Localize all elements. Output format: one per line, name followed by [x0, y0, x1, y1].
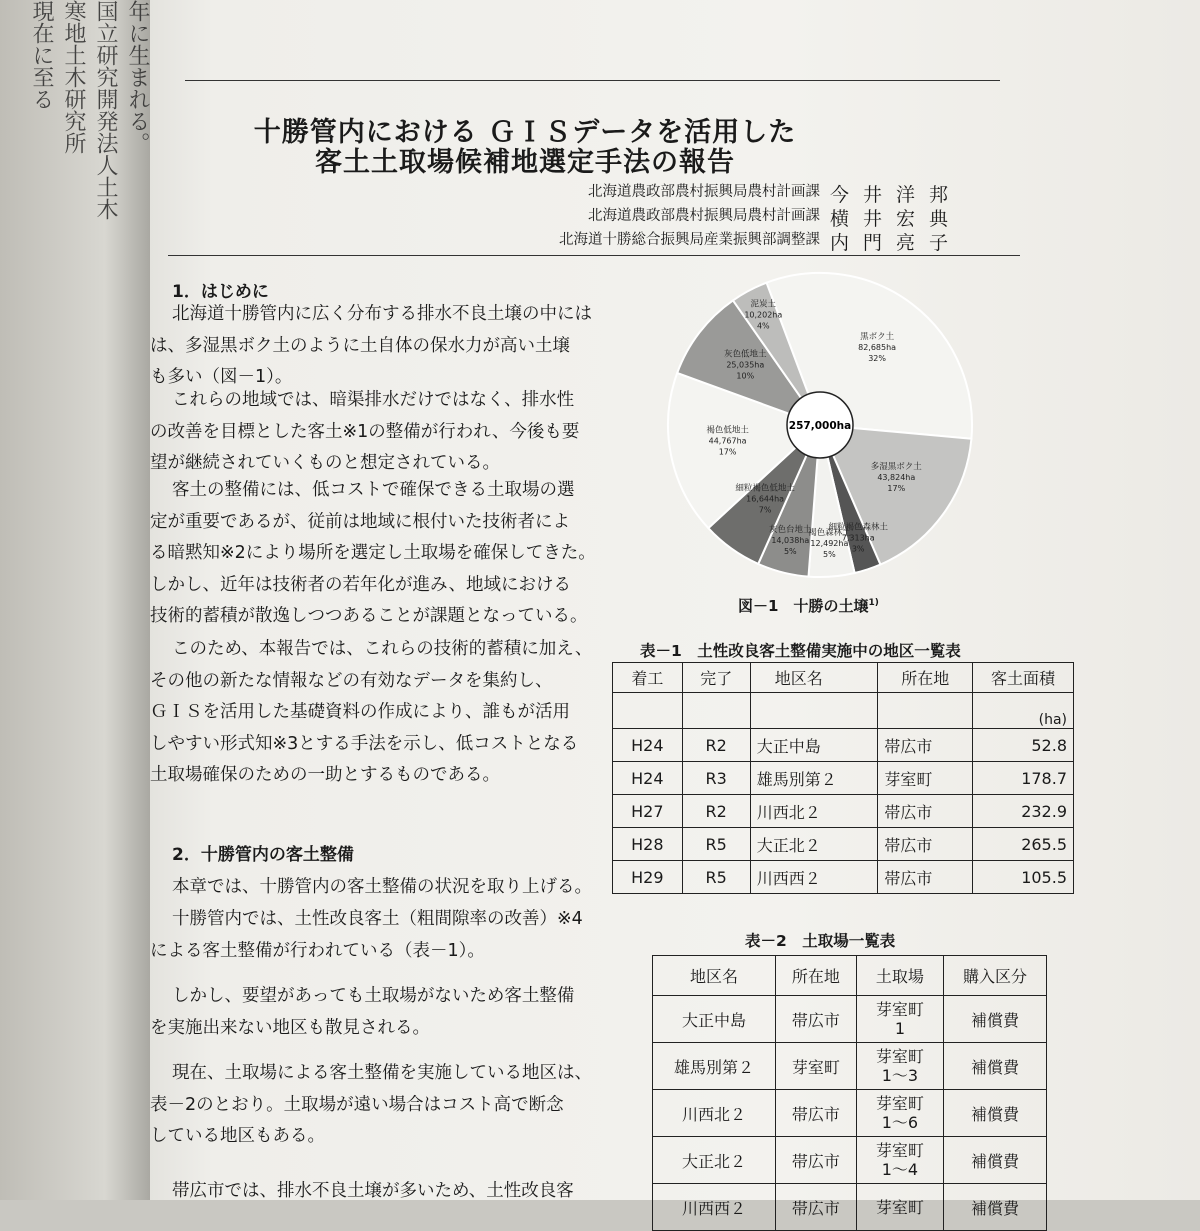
table2-caption: 表－2 土取場一覧表: [745, 932, 896, 950]
table2-cell: 補償費: [944, 1137, 1047, 1184]
table2-cell: [856, 996, 943, 1043]
text-line: これらの地域では、暗渠排水だけではなく、排水性: [172, 390, 575, 410]
table2-cell-line: 芽室町: [875, 1000, 924, 1019]
paragraph: [150, 385, 580, 480]
table1-cell: 105.5: [973, 861, 1074, 894]
table1-cell: 265.5: [973, 828, 1074, 861]
table1-cell: R2: [682, 795, 750, 828]
table1-cell: 帯広市: [878, 828, 973, 861]
pie-slice-label: 泥炭土 10,202ha 4%: [744, 299, 783, 331]
table2-cell-line: 芽室町: [875, 1197, 924, 1217]
table1-cell: 帯広市: [878, 861, 973, 894]
paragraph: [150, 475, 596, 633]
table2-cell: 川西西２: [653, 1184, 776, 1231]
text-line: ＧＩＳを活用した基礎資料の作成により、誰もが活用: [150, 702, 570, 722]
table1-unit: (ha): [973, 693, 1074, 729]
table2-cell: 川西北２: [653, 1090, 776, 1137]
author-row: [400, 228, 1020, 254]
author-row: [400, 180, 1020, 206]
author-name: 今井洋邦: [830, 184, 963, 206]
text-line: は、多湿黒ボク土のように土自体の保水力が高い土壌: [150, 335, 570, 356]
table2-cell-line: 芽室町: [875, 1047, 924, 1066]
author-affiliation: 北海道農政部農村振興局農村計画課: [588, 184, 820, 200]
table1-header: 完了: [682, 663, 750, 693]
left-page-line: 国立研究開発法人土木: [93, 0, 118, 220]
table2-cell-line: 芽室町: [875, 1094, 924, 1113]
text-line: しかし、近年は技術者の若年化が進み、地域における: [150, 574, 572, 595]
table2-cell: 大正中島: [653, 996, 776, 1043]
table2-cell-line: 1～4: [881, 1160, 919, 1179]
pie-slice-label: 細粒褐色森林土 7,313ha 3%: [828, 522, 888, 554]
table2-header: 地区名: [653, 956, 776, 996]
table2: [652, 955, 1047, 1231]
text-line: 表－2のとおり。土取場が遠い場合はコスト高で断念: [150, 1094, 564, 1115]
pie-slice-label: 褐色森林土 12,492ha 5%: [808, 528, 851, 560]
table1-cell: [682, 693, 750, 729]
table1-cell: R5: [682, 861, 750, 894]
table2-cell: [856, 1043, 943, 1090]
author-affiliation: 北海道十勝総合振興局産業振興部調整課: [559, 232, 820, 248]
table1-cell: 芽室町: [878, 762, 973, 795]
table1-cell: 232.9: [973, 795, 1074, 828]
table1-cell: 178.7: [973, 762, 1074, 795]
left-page-line: 年に生まれる。: [125, 0, 150, 154]
text-line: の改善を目標とした客土※1の整備が行われ、今後も要: [150, 421, 580, 442]
pie-slice-label: 黒ボク土 82,685ha 32%: [858, 332, 897, 363]
table2-cell-line: 1: [894, 1019, 905, 1038]
table2-cell: 帯広市: [775, 1184, 856, 1231]
author-row: [400, 204, 1020, 230]
table2-cell: 雄馬別第２: [653, 1043, 776, 1090]
text-line: 十勝管内では、土性改良客土（粗間隙率の改善）※4: [172, 909, 583, 929]
table2-header: 土取場: [856, 956, 943, 996]
table2-cell: 大正北２: [653, 1137, 776, 1184]
section-heading: 2．十勝管内の客土整備: [172, 845, 354, 865]
paragraph: [150, 981, 580, 1044]
section-heading: 1．はじめに: [172, 282, 269, 302]
table1-cell: 大正中島: [750, 729, 878, 762]
table1-cell: 帯広市: [878, 795, 973, 828]
table2-cell: [856, 1137, 943, 1184]
table1-cell: H29: [613, 861, 683, 894]
soil-pie-chart: [640, 270, 1000, 590]
table2-cell: 補償費: [944, 1043, 1047, 1090]
text-line: している地区もある。: [150, 1126, 325, 1146]
article-title-line2: 客土土取場候補地選定手法の報告: [315, 147, 735, 178]
text-line: 現在、土取場による客土整備を実施している地区は、: [172, 1063, 592, 1083]
table1: [612, 662, 1074, 894]
text-line: しやすい形式知※3とする手法を示し、低コストとなる: [150, 733, 579, 754]
table1-cell: [878, 693, 973, 729]
table1-cell: H27: [613, 795, 683, 828]
figure-caption-ref: 1): [868, 598, 879, 608]
paragraph: [150, 872, 592, 904]
paragraph: [150, 1058, 592, 1153]
table1-cell: 雄馬別第２: [750, 762, 878, 795]
table1-cell: 大正北２: [750, 828, 878, 861]
table1-header: 着工: [613, 663, 683, 693]
table1-cell: R5: [682, 828, 750, 861]
table2-cell: 帯広市: [775, 1137, 856, 1184]
left-page-line: 寒地土木研究所: [61, 0, 86, 154]
pie-slice-label: 細粒褐色低地土 16,644ha 7%: [735, 483, 795, 515]
top-rule: [185, 80, 1000, 81]
text-line: 帯広市では、排水不良土壌が多いため、土性改良客: [172, 1181, 574, 1201]
article-title-line1: 十勝管内における ＧＩＳデータを活用した: [253, 117, 797, 148]
text-line: 望が継続されていくものと想定されている。: [150, 453, 500, 473]
text-line: る暗黙知※2により場所を選定し土取場を確保してきた。: [150, 543, 596, 563]
text-line: このため、本報告では、これらの技術的蓄積に加え、: [172, 639, 593, 659]
table1-cell: H28: [613, 828, 683, 861]
text-line: しかし、要望があっても土取場がないため客土整備: [172, 986, 575, 1006]
author-affiliation: 北海道農政部農村振興局農村計画課: [588, 208, 820, 224]
paragraph: [150, 1176, 580, 1208]
text-line: 土取場確保のための一助とするものである。: [150, 765, 500, 785]
text-line: その他の新たな情報などの有効なデータを集約し、: [150, 670, 553, 691]
table1-header: 地区名: [750, 663, 878, 693]
figure-caption-text: 図－1 十勝の土壌: [738, 597, 869, 615]
table2-cell: 補償費: [944, 996, 1047, 1043]
table1-cell: 帯広市: [878, 729, 973, 762]
table1-cell: [750, 693, 878, 729]
author-name: 内門亮子: [830, 232, 963, 254]
table2-cell: 補償費: [944, 1184, 1047, 1231]
text-line: 客土の整備には、低コストで確保できる土取場の選: [172, 480, 575, 500]
table1-cell: R2: [682, 729, 750, 762]
table1-cell: [613, 693, 683, 729]
table2-cell-line: 芽室町: [875, 1141, 924, 1160]
table1-cell: 川西西２: [750, 861, 878, 894]
table2-cell: 帯広市: [775, 996, 856, 1043]
paragraph: [150, 904, 583, 967]
figure-caption: [738, 595, 879, 616]
text-line: を実施出来ない地区も散見される。: [150, 1017, 430, 1038]
table1-cell: 川西北２: [750, 795, 878, 828]
pie-slice-label: 多湿黒ボク土 43,824ha 17%: [870, 462, 922, 494]
text-line: 本章では、十勝管内の客土整備の状況を取り上げる。: [172, 877, 592, 897]
text-line: 定が重要であるが、従前は地域に根付いた技術者によ: [150, 511, 570, 532]
text-line: も多い（図－1）。: [150, 367, 293, 387]
paragraph: [150, 634, 593, 792]
author-name: 横井宏典: [830, 208, 963, 230]
table2-cell-line: 1～3: [881, 1066, 919, 1085]
table2-cell: 芽室町: [775, 1043, 856, 1090]
table2-cell: 帯広市: [775, 1090, 856, 1137]
left-page-edge: [0, 0, 150, 1200]
table2-cell-line: 1～6: [881, 1113, 919, 1132]
pie-slice-label: 灰色低地土 25,035ha 10%: [724, 349, 767, 381]
pie-center-label: 257,000ha: [788, 420, 852, 432]
table2-header: 購入区分: [944, 956, 1047, 996]
table1-header: 所在地: [878, 663, 973, 693]
table1-cell: H24: [613, 729, 683, 762]
table2-cell: [856, 1090, 943, 1137]
table2-cell: [856, 1184, 943, 1231]
table1-cell: H24: [613, 762, 683, 795]
left-page-line: 現在に至る: [29, 0, 54, 110]
table1-cell: 52.8: [973, 729, 1074, 762]
text-line: による客土整備が行われている（表－1）。: [150, 940, 485, 961]
table1-caption: 表－1 土性改良客土整備実施中の地区一覧表: [640, 642, 961, 660]
table1-cell: R3: [682, 762, 750, 795]
paragraph: [150, 299, 592, 394]
pie-slice-label: 褐色低地土 44,767ha 17%: [706, 425, 749, 457]
text-line: 技術的蓄積が散逸しつつあることが課題となっている。: [150, 606, 588, 626]
header-rule: [168, 255, 1020, 256]
table2-cell: 補償費: [944, 1090, 1047, 1137]
table2-header: 所在地: [775, 956, 856, 996]
text-line: 北海道十勝管内に広く分布する排水不良土壌の中には: [172, 304, 592, 324]
table1-header: 客土面積: [973, 663, 1074, 693]
pie-slice-label: 灰色台地土 14,038ha 5%: [769, 524, 812, 556]
